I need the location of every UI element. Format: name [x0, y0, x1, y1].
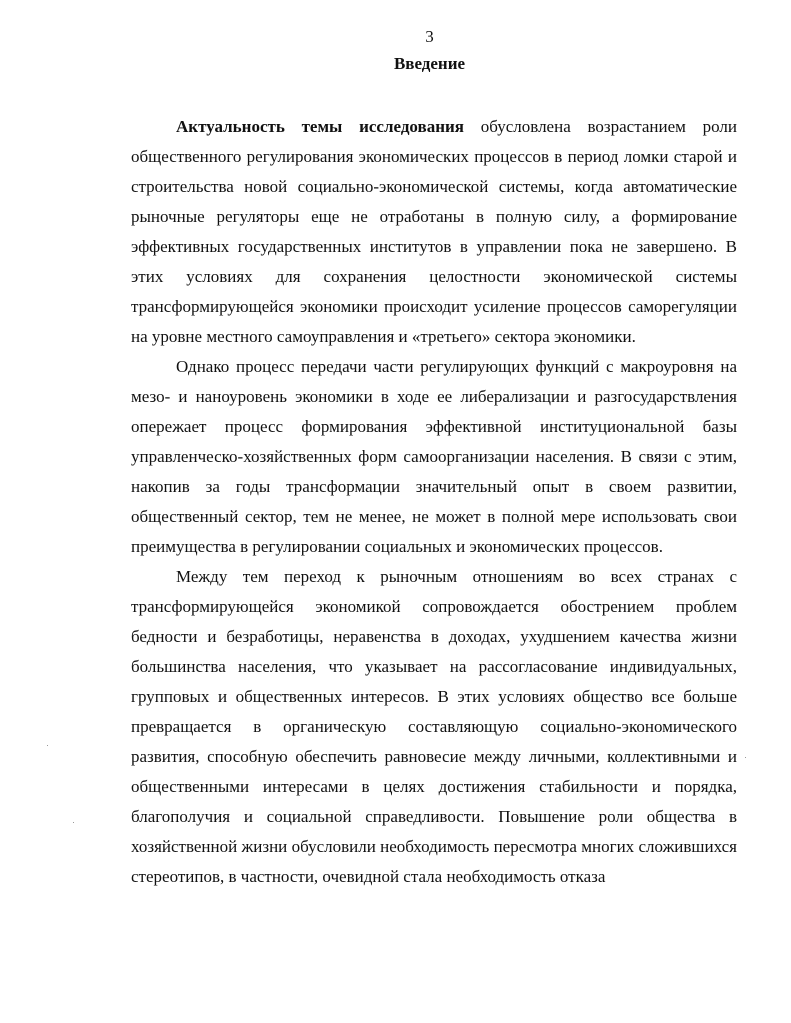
page-title: Введение	[393, 54, 466, 73]
scan-speck	[73, 822, 74, 823]
page-number: 3	[425, 27, 434, 46]
scan-speck	[745, 757, 746, 758]
paragraph-1	[131, 112, 737, 352]
paragraph-1-lead: Актуальность темы исследования	[176, 117, 464, 136]
paragraph-3: Между тем переход к рыночным отношениям во всех странах с трансформирующейся экономикой сопровождается обострением проблем бедности и безработицы, неравенства в доходах, ухудшением качества жизни большинства населения, что указывает на рассогласование индивидуальных, групповых и общественных интересов. В этих условиях общество все больше превращается в органическую составляющую социально-экономического развития, способную обеспечить равновесие между личными, коллективными и общественными интересами в целях достижения стабильности и порядка, благополучия и социальной справедливости. Повышение роли общества в хозяйственной жизни обусловили необходимость пересмотра многих сложившихся стереотипов, в частности, очевидной стала необходимость отказа	[131, 567, 737, 886]
paragraph-2: Однако процесс передачи части регулирующих функций с макроуровня на мезо- и наноуровень экономики в ходе ее либерализации и разгосударствления опережает процесс формирования эффективной институциональной базы управленческо-хозяйственных форм самоорганизации населения. В связи с этим, накопив за годы трансформации значительный опыт в своем развитии, общественный сектор, тем не менее, не может в полной мере использовать свои преимущества в регулировании социальных и экономических процессов.	[131, 357, 737, 556]
paragraph-1-text: обусловлена возрастанием роли общественного регулирования экономических процессов в период ломки старой и строительства новой социально-экономической системы, когда автоматические рыночные регуляторы еще не отработаны в полную силу, а формирование эффективных государственных институтов в управлении пока не завершено. В этих условиях для сохранения целостности экономической системы трансформирующейся экономики происходит усиление процессов саморегуляции на уровне местного самоуправления и «третьего» сектора экономики.	[131, 117, 738, 346]
scan-speck	[47, 745, 48, 746]
body-text	[131, 112, 737, 892]
